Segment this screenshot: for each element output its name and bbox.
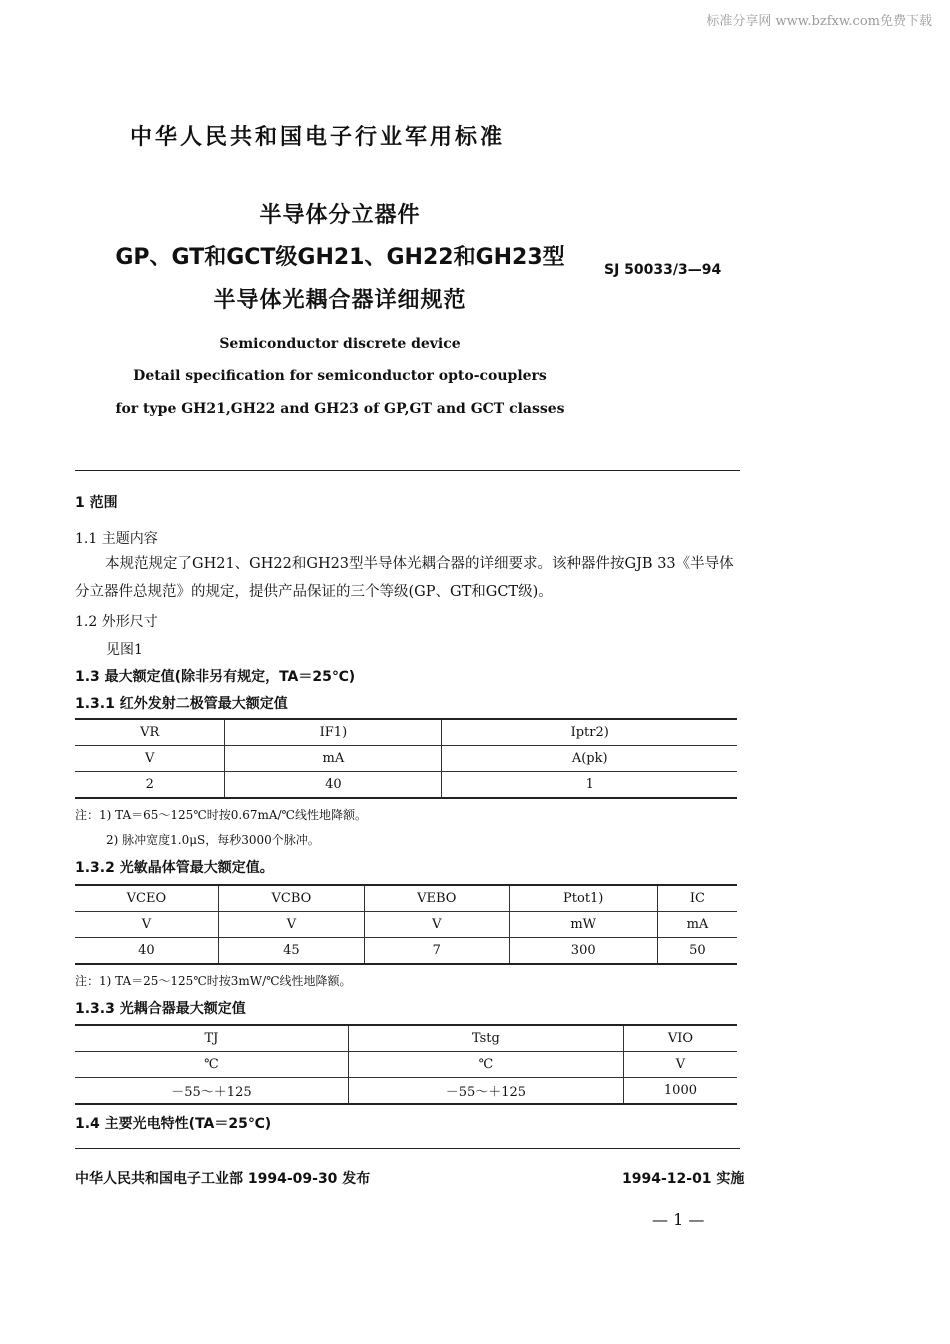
table-cell: VCBO [218,885,364,912]
english-title-line-1: Semiconductor discrete device [219,336,461,352]
table-cell: IF1) [225,719,442,746]
english-title-line-2: Detail specification for semiconductor opto-couplers [133,368,547,384]
chinese-title-line-2: GP、GT和GCT级GH21、GH22和GH23型 [115,245,565,270]
table-cell: V [218,912,364,938]
issue-statement: 中华人民共和国电子工业部 1994-09-30 发布 [75,1171,371,1187]
effective-date: 1994-12-01 实施 [622,1171,745,1187]
section-1-3-1-heading: 1.3.1 红外发射二极管最大额定值 [75,696,288,712]
table-row [75,1078,737,1105]
table-cell: TJ [75,1025,348,1052]
section-1-3-3-heading: 1.3.3 光耦合器最大额定值 [75,1001,246,1017]
standard-code: SJ 50033/3—94 [604,262,722,278]
table-2-note-1: 注：1) TA＝25～125℃时按3mW/℃线性地降额。 [75,974,352,988]
table-row [75,719,737,746]
table-cell: －55～＋125 [348,1078,623,1105]
table-cell: 2 [75,772,225,799]
table-cell: 1 [442,772,737,799]
table-cell: mA [225,746,442,772]
table-cell: V [75,746,225,772]
table-cell: Iptr2) [442,719,737,746]
table-cell: V [365,912,510,938]
table-cell: 45 [218,938,364,965]
phototransistor-ratings-table [75,884,737,965]
table-cell: 7 [365,938,510,965]
section-1-2-heading: 1.2 外形尺寸 [75,614,158,630]
header-divider [75,470,740,471]
table-cell: 40 [75,938,218,965]
table-row [75,772,737,799]
table-cell: 300 [509,938,657,965]
table-cell: VCEO [75,885,218,912]
section-1-1-text: 本规范规定了GH21、GH22和GH23型半导体光耦合器的详细要求。该种器件按GJB 33《半导体分立器件总规范》的规定，提供产品保证的三个等级(GP、GT和GCT级)。 [75,556,734,600]
table-cell: 40 [225,772,442,799]
table-row [75,885,737,912]
table-cell: mW [509,912,657,938]
table-row [75,746,737,772]
table-1-note-2: 2) 脉冲宽度1.0μS，每秒3000个脉冲。 [106,833,320,847]
table-cell: VIO [623,1025,737,1052]
page-number: — 1 — [652,1210,705,1229]
table-row [75,1052,737,1078]
watermark: 标准分享网 www.bzfxw.com免费下载 [706,14,932,29]
table-cell: VR [75,719,225,746]
table-cell: V [623,1052,737,1078]
standard-title: 中华人民共和国电子行业军用标准 [130,125,506,150]
table-cell: 1000 [623,1078,737,1105]
chinese-title-line-1: 半导体分立器件 [259,203,421,228]
table-row [75,912,737,938]
chinese-title-line-3: 半导体光耦合器详细规范 [213,288,467,313]
section-1-1-heading: 1.1 主题内容 [75,531,158,547]
section-1-heading: 1 范围 [75,495,118,511]
coupler-ratings-table [75,1024,737,1105]
diode-ratings-table [75,718,737,799]
table-cell: VEBO [365,885,510,912]
table-cell: 50 [657,938,737,965]
table-row [75,938,737,965]
section-1-2-text: 见图1 [106,642,143,658]
table-cell: Tstg [348,1025,623,1052]
table-1-note-1: 注：1) TA＝65～125℃时按0.67mA/℃线性地降额。 [75,808,367,822]
table-cell: V [75,912,218,938]
footer-divider [75,1148,740,1149]
table-cell: mA [657,912,737,938]
section-1-3-2-heading: 1.3.2 光敏晶体管最大额定值。 [75,860,274,876]
table-cell: ℃ [75,1052,348,1078]
table-cell: IC [657,885,737,912]
table-cell: ℃ [348,1052,623,1078]
table-cell: Ptot1) [509,885,657,912]
table-cell: －55～＋125 [75,1078,348,1105]
table-cell: A(pk) [442,746,737,772]
section-1-3-heading: 1.3 最大额定值(除非另有规定，TA＝25℃) [75,669,356,685]
section-1-4-heading: 1.4 主要光电特性(TA＝25℃) [75,1116,272,1132]
english-title-line-3: for type GH21,GH22 and GH23 of GP,GT and GCT classes [115,401,565,417]
table-row [75,1025,737,1052]
